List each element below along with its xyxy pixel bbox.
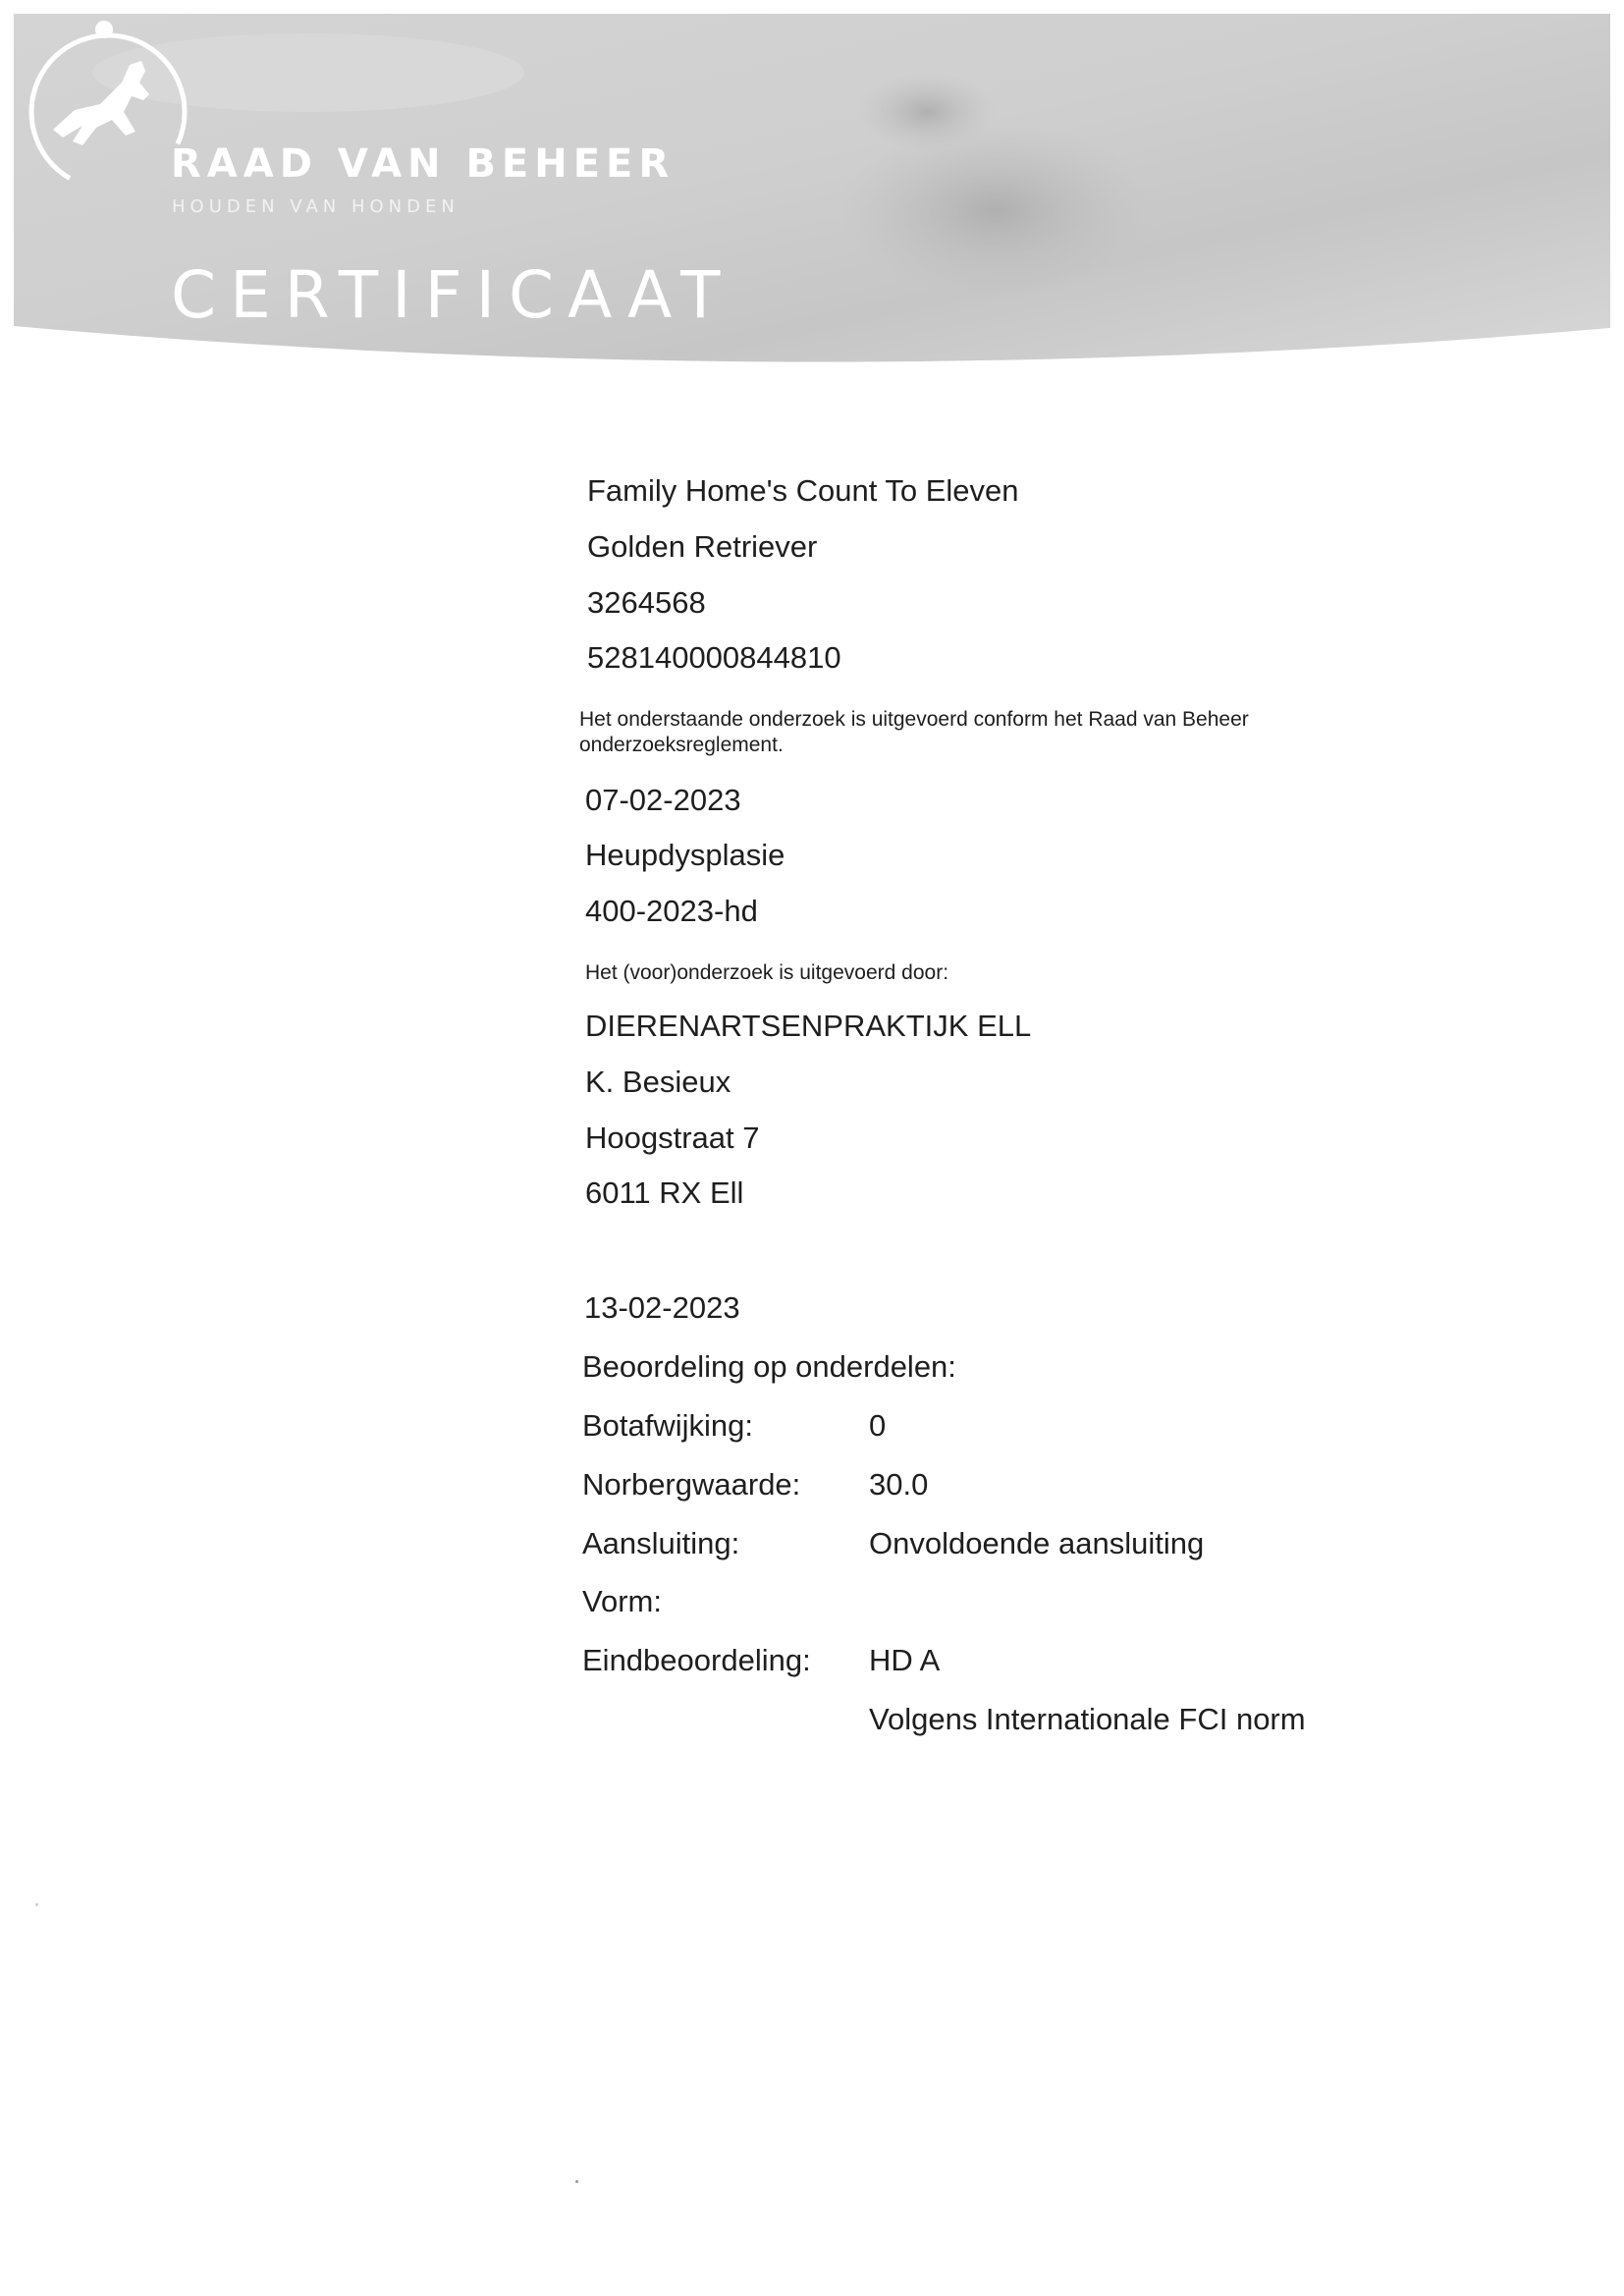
- vet-name: K. Besieux: [585, 1065, 731, 1099]
- row-label-botafwijking: Botafwijking:: [582, 1408, 754, 1443]
- scan-speck: [35, 1903, 38, 1906]
- org-subtitle: HOUDEN VAN HONDEN: [172, 196, 460, 217]
- assessment-date: 13-02-2023: [584, 1290, 740, 1325]
- certificate-header: [14, 14, 1610, 377]
- row-value-aansluiting: Onvoldoende aansluiting: [869, 1526, 1205, 1560]
- regulation-statement: Het onderstaande onderzoek is uitgevoerd conform het Raad van Beheer onderzoeksreglement.: [579, 708, 1249, 756]
- practice-street: Hoogstraat 7: [585, 1121, 760, 1155]
- dog-name: Family Home's Count To Eleven: [587, 473, 1019, 508]
- scan-speck: [575, 2180, 578, 2183]
- assessment-heading: Beoordeling op onderdelen:: [582, 1349, 956, 1384]
- examination-date: 07-02-2023: [585, 783, 741, 817]
- dog-breed: Golden Retriever: [587, 529, 818, 564]
- row-label-aansluiting: Aansluiting:: [582, 1526, 740, 1560]
- registration-number: 3264568: [587, 585, 706, 620]
- examination-type: Heupdysplasie: [585, 838, 785, 872]
- examination-reference: 400-2023-hd: [585, 894, 758, 928]
- org-name: RAAD VAN BEHEER: [171, 141, 676, 187]
- row-label-norbergwaarde: Norbergwaarde:: [582, 1467, 801, 1502]
- row-value-norbergwaarde: 30.0: [869, 1467, 929, 1502]
- chip-number: 528140000844810: [587, 640, 841, 675]
- row-label-vorm: Vorm:: [582, 1584, 662, 1618]
- row-label-eindbeoordeling: Eindbeoordeling:: [582, 1643, 811, 1677]
- row-value-eindbeoordeling: HD A: [869, 1643, 941, 1677]
- practice-name: DIERENARTSENPRAKTIJK ELL: [585, 1009, 1032, 1043]
- performed-by-label: Het (voor)onderzoek is uitgevoerd door:: [585, 961, 949, 984]
- fci-norm-note: Volgens Internationale FCI norm: [869, 1702, 1306, 1736]
- practice-city: 6011 RX Ell: [585, 1175, 744, 1210]
- row-value-botafwijking: 0: [869, 1408, 887, 1443]
- certificate-title: CERTIFICAAT: [171, 257, 734, 333]
- jumping-dog-icon: [14, 14, 202, 202]
